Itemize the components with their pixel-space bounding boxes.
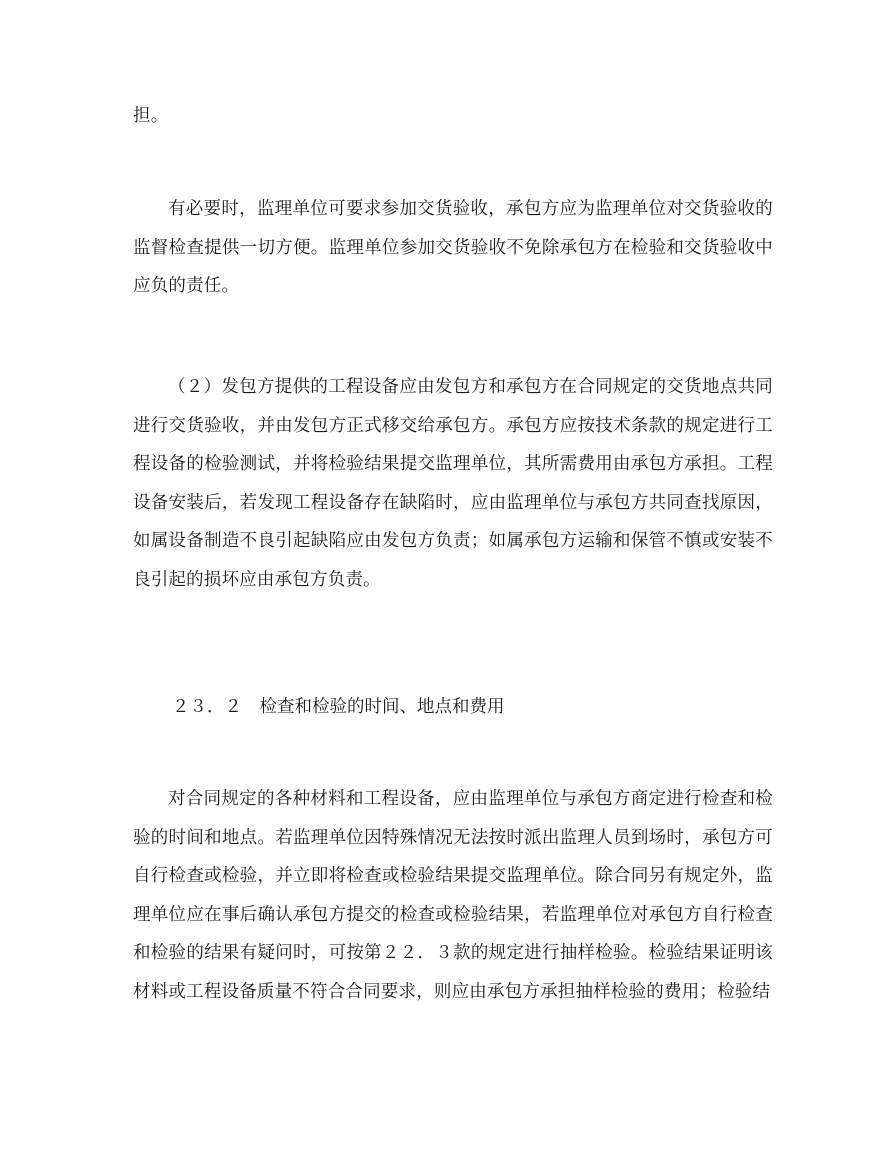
paragraph-acceptance-supervision: 有必要时，监理单位可要求参加交货验收，承包方应为监理单位对交货验收的监督检查提供一切方便。监理单位参加交货验收不免除承包方在检验和交货验收中应负的责任。 [133, 199, 773, 296]
paragraph-continuation: 担。 [133, 106, 169, 126]
paragraph-inspection-time-place: 对合同规定的各种材料和工程设备，应由监理单位与承包方商定进行检查和检验的时间和地点。若监理单位因特殊情况无法按时派出监理人员到场时，承包方可自行检查或检验，并立即将检查或检验结果提交监理单位。除合同另有规定外，监理单位应在事后确认承包方提交的检查或检验结果，若监理单位对承包方自行检查和检验的结果有疑问时，可按第２２．３款的规定进行抽样检验。检验结果证明该材料或工程设备质量不符合合同要求，则应由承包方承担抽样检验的费用；检验结 [133, 789, 773, 1002]
paragraph-equipment-handover: （２）发包方提供的工程设备应由发包方和承包方在合同规定的交货地点共同进行交货验收，并由发包方正式移交给承包方。承包方应按技术条款的规定进行工程设备的检验测试，并将检验结果提交监理单位，其所需费用由承包方承担。工程设备安装后，若发现工程设备存在缺陷时，应由监理单位与承包方共同查找原因，如属设备制造不良引起缺陷应由发包方负责；如属承包方运输和保管不慎或安装不良引起的损坏应由承包方负责。 [133, 377, 773, 590]
section-heading: ２３．２ 检查和检验的时间、地点和费用 [172, 697, 505, 717]
